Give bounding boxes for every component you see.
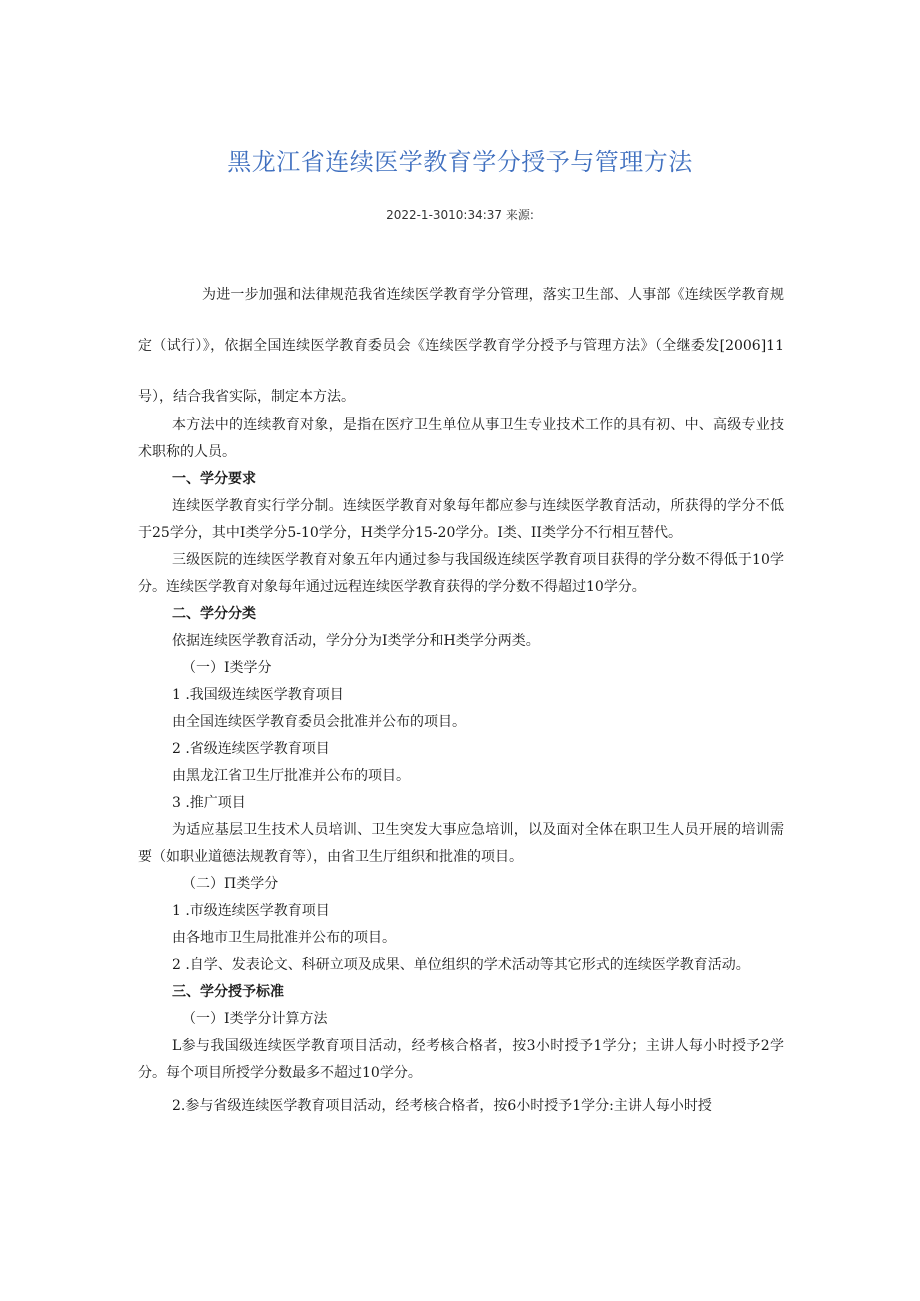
publish-meta: 2022-1-3010:34:37 来源: (386, 208, 534, 222)
list-item: 2 .自学、发表论文、科研立项及成果、单位组织的学术活动等其它形式的连续医学教育活动。 (172, 957, 750, 973)
list-item: 3 .推广项目 (172, 795, 246, 811)
section-heading-2: 二、学分分类 (172, 606, 256, 622)
paragraph: 三级医院的连续医学教育对象五年内通过参与我国级连续医学教育项目获得的学分数不得低于10学分。连续医学教育对象每年通过远程连续医学教育获得的学分数不得超过10学分。 (138, 552, 784, 595)
list-item: 2 .省级连续医学教育项目 (172, 741, 330, 757)
main-content (138, 412, 784, 1120)
paragraph: L参与我国级连续医学教育项目活动，经考核合格者，按3小时授予1学分；主讲人每小时授予2学分。每个项目所授学分数最多不超过10学分。 (138, 1038, 784, 1081)
paragraph: 依据连续医学教育活动，学分分为I类学分和H类学分两类。 (172, 633, 540, 649)
intro-paragraph: 为进一步加强和法律规范我省连续医学教育学分管理，落实卫生部、人事部《连续医学教育规定（试行）》，依据全国连续医学教育委员会《连续医学教育学分授予与管理方法》（全继委发[2006]11号），结合我省实际，制定本方法。 (138, 287, 784, 405)
section-heading-3: 三、学分授予标准 (172, 984, 284, 1000)
list-item: 1 .市级连续医学教育项目 (172, 903, 330, 919)
paragraph: 由全国连续医学教育委员会批准并公布的项目。 (172, 714, 466, 730)
intro-section (138, 270, 784, 423)
paragraph: 2.参与省级连续医学教育项目活动，经考核合格者，按6小时授予1学分:主讲人每小时授 (172, 1098, 712, 1114)
paragraph: 连续医学教育实行学分制。连续医学教育对象每年都应参与连续医学教育活动，所获得的学分不低于25学分，其中I类学分5-10学分，H类学分15-20学分。I类、II类学分不行相互替代。 (138, 498, 784, 541)
subsection-heading: （一）I类学分计算方法 (182, 1011, 328, 1027)
paragraph: 由各地市卫生局批准并公布的项目。 (172, 930, 396, 946)
subsection-heading: （二）П类学分 (182, 876, 279, 892)
paragraph: 为适应基层卫生技术人员培训、卫生突发大事应急培训，以及面对全体在职卫生人员开展的培训需要（如职业道德法规教育等），由省卫生厅组织和批准的项目。 (138, 822, 784, 865)
subsection-heading: （一）I类学分 (182, 660, 272, 676)
section-heading-1: 一、学分要求 (172, 471, 256, 487)
list-item: 1 .我国级连续医学教育项目 (172, 687, 344, 703)
document-title: 黑龙江省连续医学教育学分授予与管理方法 (227, 148, 693, 176)
scope-paragraph: 本方法中的连续教育对象，是指在医疗卫生单位从事卫生专业技术工作的具有初、中、高级专业技术职称的人员。 (138, 417, 784, 460)
paragraph: 由黑龙江省卫生厅批准并公布的项目。 (172, 768, 410, 784)
